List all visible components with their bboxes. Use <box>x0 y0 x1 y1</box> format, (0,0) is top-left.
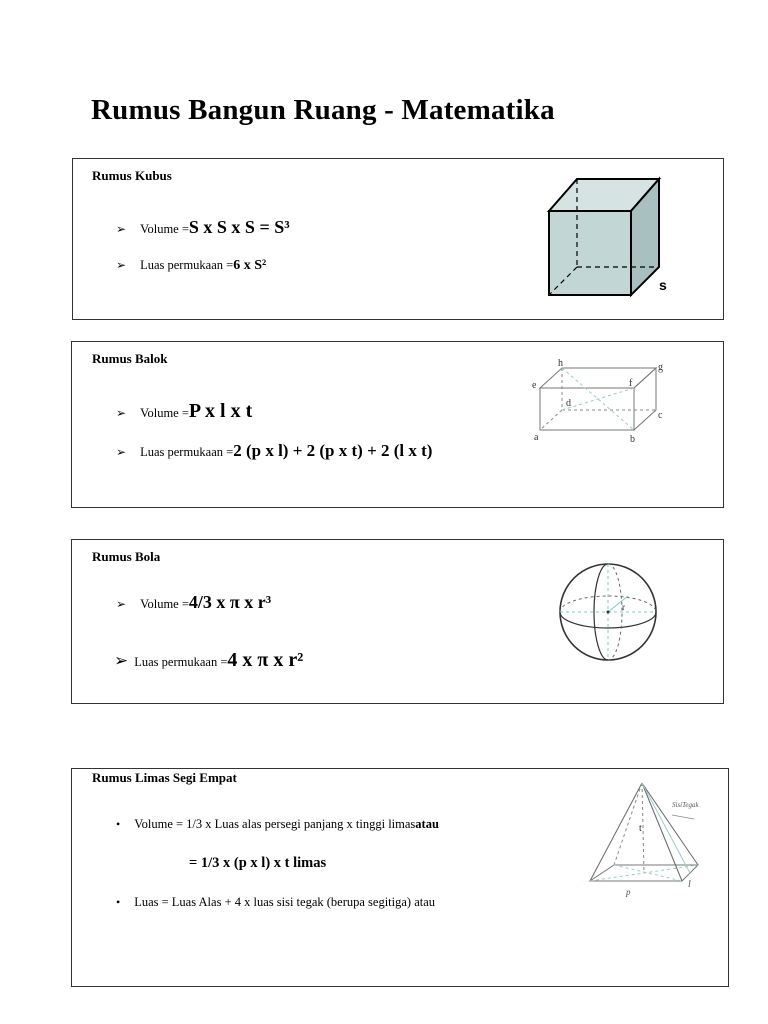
vertex-d: d <box>566 398 571 409</box>
bullet-dot-icon: • <box>116 895 121 909</box>
limas-luas-row <box>116 895 435 910</box>
bola-volume-formula: 4/3 x π x r³ <box>188 592 272 612</box>
kubus-volume-label: Volume = <box>140 222 189 236</box>
balok-section <box>71 341 724 508</box>
arrow-bullet-icon: ➢ <box>114 651 129 671</box>
vertex-e: e <box>532 380 537 391</box>
pyramid-height-label: t <box>639 823 642 834</box>
limas-section <box>71 768 729 987</box>
pyramid-diagram <box>586 779 722 897</box>
vertex-f: f <box>629 378 633 389</box>
balok-luas-row <box>116 441 432 461</box>
kubus-heading: Rumus Kubus <box>92 168 172 183</box>
sphere-diagram <box>556 558 660 666</box>
limas-heading: Rumus Limas Segi Empat <box>92 770 237 785</box>
balok-volume-formula: P x l x t <box>188 400 253 422</box>
bola-luas-label: Luas permukaan = <box>134 655 228 669</box>
bola-luas-row <box>114 649 303 672</box>
pyramid-side-label: SisiTegak <box>672 801 699 809</box>
cuboid-diagram <box>528 356 668 448</box>
pyramid-width-label: l <box>688 879 691 890</box>
limas-volume-atau: atau <box>415 817 439 831</box>
arrow-bullet-icon: ➢ <box>116 406 127 420</box>
kubus-luas-label: Luas permukaan = <box>140 258 234 272</box>
arrow-bullet-icon: ➢ <box>116 222 127 236</box>
bola-volume-label: Volume = <box>140 597 189 611</box>
arrow-bullet-icon: ➢ <box>116 258 127 272</box>
radius-label: r <box>622 602 625 612</box>
arrow-bullet-icon: ➢ <box>116 445 127 459</box>
vertex-g: g <box>658 362 663 373</box>
page-title: Rumus Bangun Ruang - Matematika <box>91 94 555 126</box>
limas-volume-line2: = 1/3 x (p x l) x t limas <box>189 855 327 871</box>
balok-volume-label: Volume = <box>140 406 189 420</box>
balok-luas-label: Luas permukaan = <box>140 445 234 459</box>
vertex-a: a <box>534 432 539 443</box>
kubus-luas-row <box>116 258 266 274</box>
kubus-luas-formula: 6 x S² <box>233 258 267 273</box>
vertex-b: b <box>630 434 635 445</box>
limas-volume-row2 <box>189 855 326 872</box>
kubus-section <box>72 158 724 320</box>
balok-luas-formula: 2 (p x l) + 2 (p x t) + 2 (l x t) <box>233 441 433 460</box>
bola-section <box>71 539 724 704</box>
bullet-dot-icon: • <box>116 817 121 831</box>
arrow-bullet-icon: ➢ <box>116 597 127 611</box>
limas-volume-row <box>116 817 439 832</box>
balok-volume-row <box>116 400 252 423</box>
bola-luas-formula: 4 x π x r² <box>227 649 304 671</box>
limas-luas-line: Luas = Luas Alas + 4 x luas sisi tegak (berupa segitiga) atau <box>134 895 436 909</box>
cube-side-label: s <box>659 277 667 293</box>
bola-volume-row <box>116 592 271 613</box>
kubus-volume-row <box>116 217 290 238</box>
vertex-h: h <box>558 358 563 369</box>
kubus-volume-formula: S x S x S = S³ <box>188 217 290 237</box>
pyramid-length-label: p <box>626 887 631 897</box>
limas-volume-line1: Volume = 1/3 x Luas alas persegi panjang x tinggi limas <box>134 817 416 831</box>
bola-heading: Rumus Bola <box>92 549 161 564</box>
balok-heading: Rumus Balok <box>92 351 168 366</box>
vertex-c: c <box>658 410 663 421</box>
